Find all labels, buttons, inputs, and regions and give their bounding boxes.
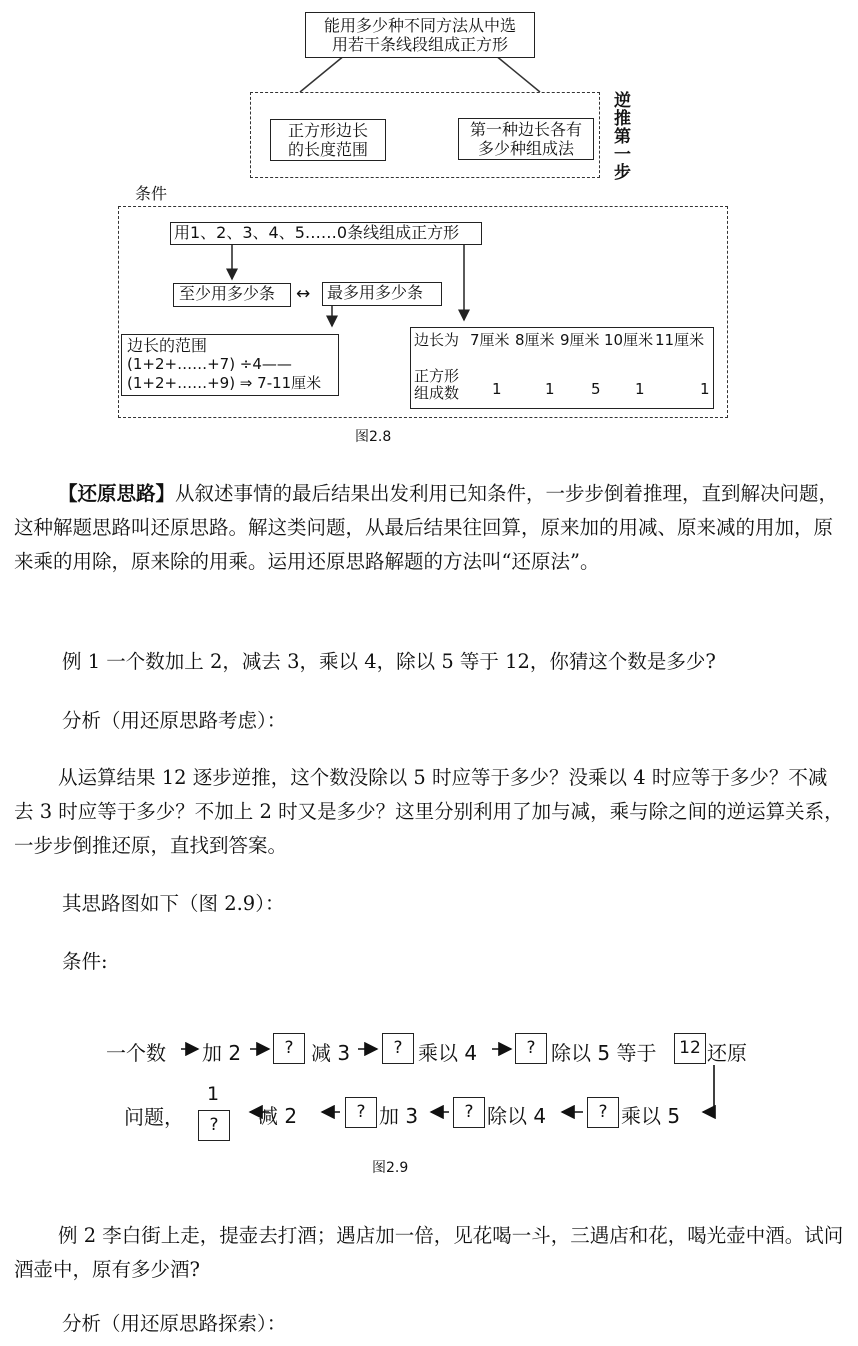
count-value: 1	[545, 380, 555, 398]
length-value: 11厘米	[655, 331, 705, 349]
example-2-analysis: 分析（用还原思路探索）：	[62, 1312, 287, 1335]
range-box-line-1: 正方形边长	[287, 121, 368, 140]
answer-value: 1	[207, 1083, 220, 1105]
flow-restore: 还原	[707, 1041, 747, 1065]
unknown-box: ?	[453, 1097, 485, 1128]
length-value: 7厘米	[470, 331, 510, 349]
side-char: 推	[614, 109, 631, 129]
count-value: 1	[700, 380, 710, 398]
conditions-label: 条件	[135, 184, 168, 203]
section-body: 从叙述事情的最后结果出发利用已知条件，一步步倒着推理，直到解决问题，这种解题思路叫还原思路。解这类问题，从最后结果往回算，原来加的用减、原来减的用加，原来乘的用除，原来除的用乘。运用还原思路解题的方法叫“还原法”。	[14, 482, 839, 573]
flow-divide-5-equals: 除以 5 等于	[551, 1041, 657, 1065]
side-char: 第	[614, 127, 631, 147]
double-arrow-icon: ↔	[296, 284, 311, 304]
length-value: 9厘米	[560, 331, 600, 349]
count-value: 1	[635, 380, 645, 398]
flow-add-2: 加 2	[202, 1041, 242, 1065]
flow-question-label: 问题，	[124, 1105, 184, 1129]
flow-multiply-5: 乘以 5	[621, 1104, 681, 1128]
example-1-question: 例 1 一个数加上 2，减去 3，乘以 4，除以 5 等于 12，你猜这个数是多少?	[62, 650, 716, 673]
answer-box: ?	[198, 1110, 230, 1141]
range-box-line-2: 的长度范围	[287, 140, 368, 159]
range-line-2: (1+2+……+9) ⇒ 7-11厘米	[127, 374, 322, 392]
figure-2-8-caption: 图2.8	[355, 429, 392, 445]
example-2-question: 例 2 李白街上走，提壶去打酒；遇店加一倍，见花喝一斗，三遇店和花，喝光壶中酒。试问酒壶中，原有多少酒?	[14, 1224, 844, 1281]
count-label-line-1: 正方形	[414, 367, 460, 385]
top-box-line-2: 用若干条线段组成正方形	[331, 35, 508, 54]
unknown-box: ?	[515, 1033, 547, 1064]
top-box-line-1: 能用多少种不同方法从中选	[323, 16, 516, 35]
count-value: 5	[591, 380, 601, 398]
length-value: 8厘米	[515, 331, 555, 349]
result-box: 12	[674, 1033, 706, 1064]
flow-divide-4: 除以 4	[487, 1104, 547, 1128]
figure-2-9-caption: 图2.9	[372, 1160, 409, 1176]
example-1-reasoning: 从运算结果 12 逐步逆推，这个数没除以 5 时应等于多少？没乘以 4 时应等于多少？不减去 3 时应等于多少？不加上 2 时又是多少？这里分别利用了加与减，乘与除之间的逆运算关系，一步步倒推还原，直找到答案。	[14, 766, 844, 857]
example-1-conditions: 条件:	[62, 950, 108, 973]
section-heading: 【还原思路】	[58, 482, 176, 505]
flow-subtract-3: 减 3	[311, 1041, 351, 1065]
max-lines-box: 最多用多少条	[322, 282, 442, 306]
methods-box-line-2: 多少种组成法	[477, 139, 574, 158]
example-1-analysis: 分析（用还原思路考虑）：	[62, 709, 287, 732]
flow-add-3: 加 3	[379, 1104, 419, 1128]
use-lines-box: 用1、2、3、4、5……0条线组成正方形	[170, 222, 482, 245]
side-char: 逆	[614, 91, 631, 111]
flow-multiply-4: 乘以 4	[418, 1041, 478, 1065]
example-1-diagram-intro: 其思路图如下（图 2.9）：	[62, 892, 285, 915]
unknown-box: ?	[345, 1097, 377, 1128]
flow-subtract-2: 减 2	[258, 1104, 298, 1128]
lengths-prefix: 边长为	[414, 331, 460, 349]
count-value: 1	[492, 380, 502, 398]
unknown-box: ?	[382, 1033, 414, 1064]
side-char: 一	[614, 145, 631, 165]
length-value: 10厘米	[604, 331, 654, 349]
side-char: 步	[614, 163, 631, 183]
flow-start: 一个数	[106, 1041, 166, 1065]
methods-box-line-1: 第一种边长各有	[469, 120, 582, 139]
unknown-box: ?	[273, 1033, 305, 1064]
unknown-box: ?	[587, 1097, 619, 1128]
range-line-1: (1+2+……+7) ÷4——	[127, 355, 292, 373]
range-title: 边长的范围	[127, 336, 208, 355]
count-label-line-2: 组成数	[414, 384, 460, 402]
min-lines-box: 至少用多少条	[173, 283, 291, 307]
